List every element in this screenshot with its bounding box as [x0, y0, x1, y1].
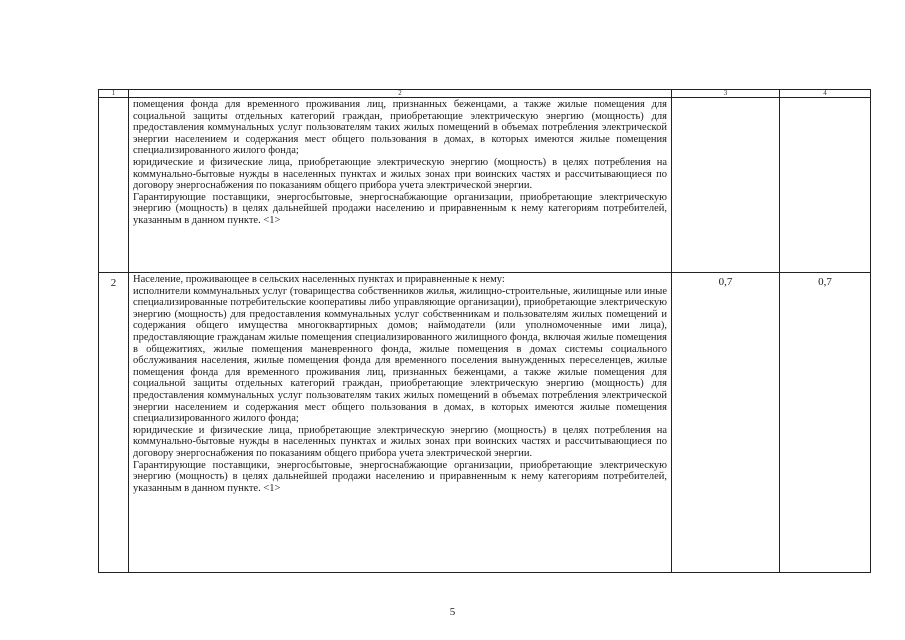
description-paragraph: юридические и физические лица, приобретающие электрическую энергию (мощность) в целях потребления на коммунально-бытовые нужды в населенных пунктах и жилых зонах при воинских частях и рассчитывающиеся по договору энергоснабжения по показаниям общего прибора учета электрической энергии. [133, 424, 667, 459]
table-row-2 [99, 273, 871, 573]
description-paragraph: юридические и физические лица, приобретающие электрическую энергию (мощность) в целях потребления на коммунально-бытовые нужды в населенных пунктах и жилых зонах при воинских частях и рассчитывающиеся по договору энергоснабжения по показаниям общего прибора учета электрической энергии. [133, 156, 667, 192]
page-number: 5 [449, 606, 456, 618]
value-cell-col4 [780, 98, 871, 273]
row-description-cell [129, 273, 672, 573]
value-cell-col4: 0,7 [780, 273, 871, 573]
description-paragraph: Население, проживающее в сельских населенных пунктах и приравненные к нему: [133, 274, 505, 285]
description-paragraph: Гарантирующие поставщики, энергосбытовые, энергоснабжающие организации, приобретающие электрическую энергию (мощность) в целях дальнейшей продажи населению и приравненным к нему категориям потребителей, указанным в данном пункте. <1> [133, 191, 667, 226]
column-number-2: 2 [129, 90, 672, 98]
row-description-cell [129, 98, 672, 273]
column-number-3: 3 [672, 90, 780, 98]
value-cell-col3: 0,7 [672, 273, 780, 573]
description-paragraph: помещения фонда для временного проживания лиц, признанных беженцами, а также жилые помещения для социальной защиты отдельных категорий граждан, приобретающие электрическую энергию (мощность) для предоставления коммунальных услуг пользователям таких жилых помещений в объемах потребления электрической энергии населением и содержания мест общего пользования в домах, в которых имеются жилые помещения специализированного жилого фонда; [133, 99, 667, 157]
table-row-continuation [99, 98, 871, 273]
tariff-table [98, 89, 871, 573]
value-cell-col3 [672, 98, 780, 273]
description-paragraph: исполнители коммунальных услуг (товарищества собственников жилья, жилищно-строительные, жилищные или иные специализированные потребительские кооперативы либо управляющие организации), приобретающие электрическую энергию (мощность) для предоставления коммунальных услуг собственникам и пользователям жилых помещений и содержания общего имущества многоквартирных домов; наймодатели (или уполномоченные ими лица), предоставляющие гражданам жилые помещения специализированного жилищного фонда, включая жилые помещения в общежитиях, жилые помещения маневренного фонда, жилые помещения в домах системы социального обслуживания населения, жилые помещения фонда для временного поселения вынужденных переселенцев, жилые помещения фонда для временного проживания лиц, признанных беженцами, а также жилые помещения для социальной защиты отдельных категорий граждан, приобретающие электрическую энергию (мощность) для предоставления коммунальных услуг пользователям таких жилых помещений в объемах потребления электрической энергии населением и содержания мест общего пользования в домах, в которых имеются жилые помещения специализированного жилого фонда; [133, 285, 667, 425]
column-number-row [99, 90, 871, 98]
row-number-cell: 2 [99, 273, 129, 573]
column-number-1: 1 [99, 90, 129, 98]
column-number-4: 4 [780, 90, 871, 98]
description-paragraph: Гарантирующие поставщики, энергосбытовые, энергоснабжающие организации, приобретающие электрическую энергию (мощность) в целях дальнейшей продажи населению и приравненным к нему категориям потребителей, указанным в данном пункте. <1> [133, 459, 667, 494]
row-number-cell [99, 98, 129, 273]
